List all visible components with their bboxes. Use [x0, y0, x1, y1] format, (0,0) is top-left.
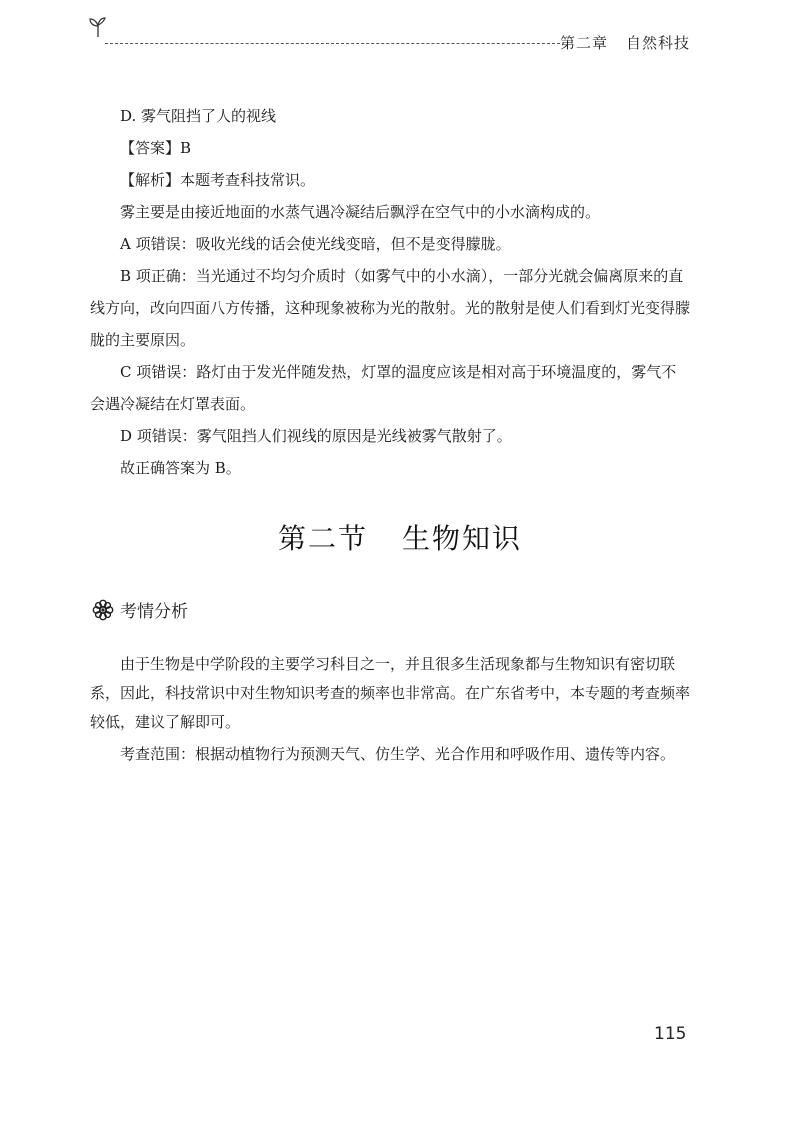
analysis-line	[90, 164, 690, 196]
page-header	[0, 0, 800, 70]
page-number: 115	[654, 1024, 687, 1044]
header-divider	[105, 43, 560, 44]
sprout-icon	[88, 16, 108, 38]
option-d: D. 雾气阻挡了人的视线	[120, 107, 277, 125]
paragraph: B 项正确：当光通过不均匀介质时（如雾气中的小水滴），一部分光就会偏离原来的直线方向，改向四面八方传播，这种现象被称为光的散射。光的散射是使人们看到灯光变得朦胧的主要原因。	[90, 267, 691, 349]
question-explanation	[90, 100, 690, 484]
answer-line	[90, 132, 690, 164]
analysis-heading	[92, 597, 188, 622]
paragraph: A 项错误：吸收光线的话会使光线变暗，但不是变得朦胧。	[120, 235, 511, 253]
paragraph: 由于生物是中学阶段的主要学习科目之一，并且很多生活现象都与生物知识有密切联系，因此，科技常识中对生物知识考查的频率也非常高。在广东省考中，本专题的考查频率较低，建议了解即可。	[90, 655, 691, 731]
answer-label: 【答案】	[120, 139, 181, 157]
section-title	[0, 517, 800, 557]
chapter-title: 自然科技	[625, 34, 690, 52]
section-body	[90, 650, 695, 769]
paragraph: 故正确答案为 B。	[120, 459, 241, 477]
analysis-text: 本题考查科技常识。	[180, 171, 316, 189]
section-name: 生物知识	[402, 522, 523, 555]
paragraph: 雾主要是由接近地面的水蒸气遇冷凝结后飘浮在空气中的小水滴构成的。	[120, 203, 601, 221]
chapter-label: 第二章	[559, 34, 608, 52]
paragraph: D 项错误：雾气阻挡人们视线的原因是光线被雾气散射了。	[120, 427, 512, 445]
analysis-heading-label: 考情分析	[120, 602, 188, 622]
paragraph: 考查范围：根据动植物行为预测天气、仿生学、光合作用和呼吸作用、遗传等内容。	[120, 745, 676, 763]
flower-icon	[92, 599, 114, 621]
paragraph: C 项错误：路灯由于发光伴随发热，灯罩的温度应该是相对高于环境温度的，雾气不会遇冷凝结在灯罩表面。	[90, 363, 677, 413]
answer-value: B	[180, 139, 192, 157]
section-number: 第二节	[277, 522, 368, 555]
analysis-label: 【解析】	[120, 171, 181, 189]
chapter-heading	[560, 32, 690, 53]
